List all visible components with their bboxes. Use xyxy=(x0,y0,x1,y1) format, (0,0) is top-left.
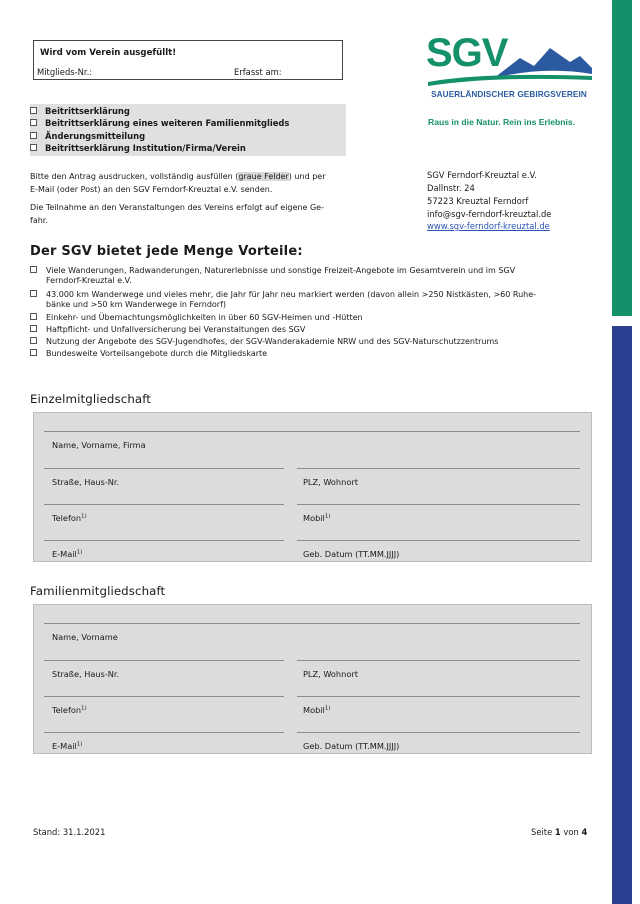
document-date: Stand: 31.1.2021 xyxy=(33,827,106,837)
member-number-label: Mitglieds-Nr.: xyxy=(37,67,93,77)
intro-text: fahr. xyxy=(30,216,48,225)
field-line xyxy=(44,623,580,624)
checkbox-icon[interactable] xyxy=(30,119,37,126)
benefit-item: Viele Wanderungen, Radwanderungen, Naturerlebnisse und sonstige Freizeit-Angebote im Gesamtverein und im SGV Ferndorf-Kreuztal e.V. xyxy=(30,266,515,287)
benefit-item: Nutzung der Angebote des SGV-Jugendhofes, der SGV-Wanderakademie NRW und des SGV-Naturschutzzentrums xyxy=(30,337,498,347)
checkbox-icon xyxy=(30,266,37,273)
field-line[interactable] xyxy=(297,732,580,733)
single-membership-title: Einzelmitgliedschaft xyxy=(30,392,152,406)
sgv-logo xyxy=(424,32,594,124)
field-line[interactable] xyxy=(297,696,580,697)
field-line[interactable] xyxy=(44,540,284,541)
checkbox-icon[interactable] xyxy=(30,107,37,114)
checkbox-icon xyxy=(30,290,37,297)
intro-text: ) und per xyxy=(288,172,326,181)
field-line[interactable] xyxy=(297,504,580,505)
option-label: Beitrittserklärung Institution/Firma/Verein xyxy=(45,143,246,153)
field-email-label: E-Mail$^{1)}$ xyxy=(52,741,83,751)
intro-text: E-Mail (oder Post) an den SGV Ferndorf-Kreuztal e.V. senden. xyxy=(30,185,273,194)
family-membership-form xyxy=(33,604,592,754)
gray-fields-highlight: graue Felder xyxy=(238,172,289,181)
checkbox-icon[interactable] xyxy=(30,132,37,139)
benefit-item: Bundesweite Vorteilsangebote durch die Mitgliedskarte xyxy=(30,349,267,359)
field-line[interactable] xyxy=(44,660,284,661)
field-email-label: E-Mail$^{1)}$ xyxy=(52,549,83,559)
field-birthdate-label: Geb. Datum (TT.MM.JJJJ) xyxy=(303,549,400,559)
page-number: Seite 1 von 4 xyxy=(531,827,588,837)
sgv-logo-mark xyxy=(424,32,594,90)
field-name-label: Name, Vorname, Firma xyxy=(52,440,146,450)
checkbox-icon xyxy=(30,349,37,356)
checkbox-icon xyxy=(30,325,37,332)
club-email: info@sgv-ferndorf-kreuztal.de xyxy=(427,209,552,219)
captured-date-label: Erfasst am: xyxy=(234,67,282,77)
intro-paragraph-1 xyxy=(30,170,325,196)
field-birthdate-label: Geb. Datum (TT.MM.JJJJ) xyxy=(303,741,400,751)
field-city-label: PLZ, Wohnort xyxy=(303,477,358,487)
option-family-member[interactable] xyxy=(30,118,289,128)
option-label: Beitrittserklärung eines weiteren Familienmitglieds xyxy=(45,118,290,128)
office-use-box xyxy=(33,40,343,80)
club-street: Dallnstr. 24 xyxy=(427,183,475,193)
checkbox-icon xyxy=(30,313,37,320)
intro-text: Die Teilnahme an den Veranstaltungen des Vereins erfolgt auf eigene Ge- xyxy=(30,203,324,212)
field-line[interactable] xyxy=(44,504,284,505)
benefits-title: Der SGV bietet jede Menge Vorteile: xyxy=(30,244,303,259)
option-membership[interactable] xyxy=(30,106,130,116)
field-street-label: Straße, Haus-Nr. xyxy=(52,669,120,679)
intro-text: Bitte den Antrag ausdrucken, vollständig ausfüllen ( xyxy=(30,172,239,181)
mountain-icon xyxy=(494,48,592,78)
benefit-item: Haftpflicht- und Unfallversicherung bei Veranstaltungen des SGV xyxy=(30,325,305,335)
single-membership-form xyxy=(33,412,592,562)
field-line[interactable] xyxy=(297,468,580,469)
field-street-label: Straße, Haus-Nr. xyxy=(52,477,120,487)
field-line[interactable] xyxy=(297,660,580,661)
field-line[interactable] xyxy=(44,468,284,469)
benefit-item: 43.000 km Wanderwege und vieles mehr, die Jahr für Jahr neu markiert werden (davon allein >250 Nistkästen, >60 Ruhe- bänke und >50 km Wanderwege in Ferndorf) xyxy=(30,290,536,311)
field-line xyxy=(44,431,580,432)
option-label: Beitrittserklärung xyxy=(45,106,130,116)
option-label: Änderungsmitteilung xyxy=(45,131,146,141)
blue-edge-bar xyxy=(612,326,632,904)
green-edge-bar xyxy=(612,0,632,316)
logo-subtitle: SAUERLÄNDISCHER GEBIRGSVEREIN xyxy=(431,90,587,99)
meadow-icon xyxy=(428,75,592,86)
field-mobile-label: Mobil$^{1)}$ xyxy=(303,513,331,523)
field-line[interactable] xyxy=(44,696,284,697)
field-phone-label: Telefon$^{1)}$ xyxy=(52,513,87,523)
option-institution[interactable] xyxy=(30,143,246,153)
club-website-link[interactable]: www.sgv-ferndorf-kreuztal.de xyxy=(427,221,550,231)
club-name: SGV Ferndorf-Kreuztal e.V. xyxy=(427,170,537,180)
club-city: 57223 Kreuztal Ferndorf xyxy=(427,196,529,206)
family-membership-title: Familienmitgliedschaft xyxy=(30,584,166,598)
field-mobile-label: Mobil$^{1)}$ xyxy=(303,705,331,715)
checkbox-icon xyxy=(30,337,37,344)
benefit-item: Einkehr- und Übernachtungsmöglichkeiten in über 60 SGV-Heimen und -Hütten xyxy=(30,313,363,323)
field-name-label: Name, Vorname xyxy=(52,632,118,642)
field-city-label: PLZ, Wohnort xyxy=(303,669,358,679)
office-use-title: Wird vom Verein ausgefüllt! xyxy=(40,48,177,58)
intro-paragraph-2 xyxy=(30,201,324,227)
logo-slogan: Raus in die Natur. Rein ins Erlebnis. xyxy=(428,117,576,127)
field-phone-label: Telefon$^{1)}$ xyxy=(52,705,87,715)
checkbox-icon[interactable] xyxy=(30,144,37,151)
option-change-notice[interactable] xyxy=(30,131,145,141)
logo-letters: SGV xyxy=(426,32,508,75)
field-line[interactable] xyxy=(297,540,580,541)
field-line[interactable] xyxy=(44,732,284,733)
